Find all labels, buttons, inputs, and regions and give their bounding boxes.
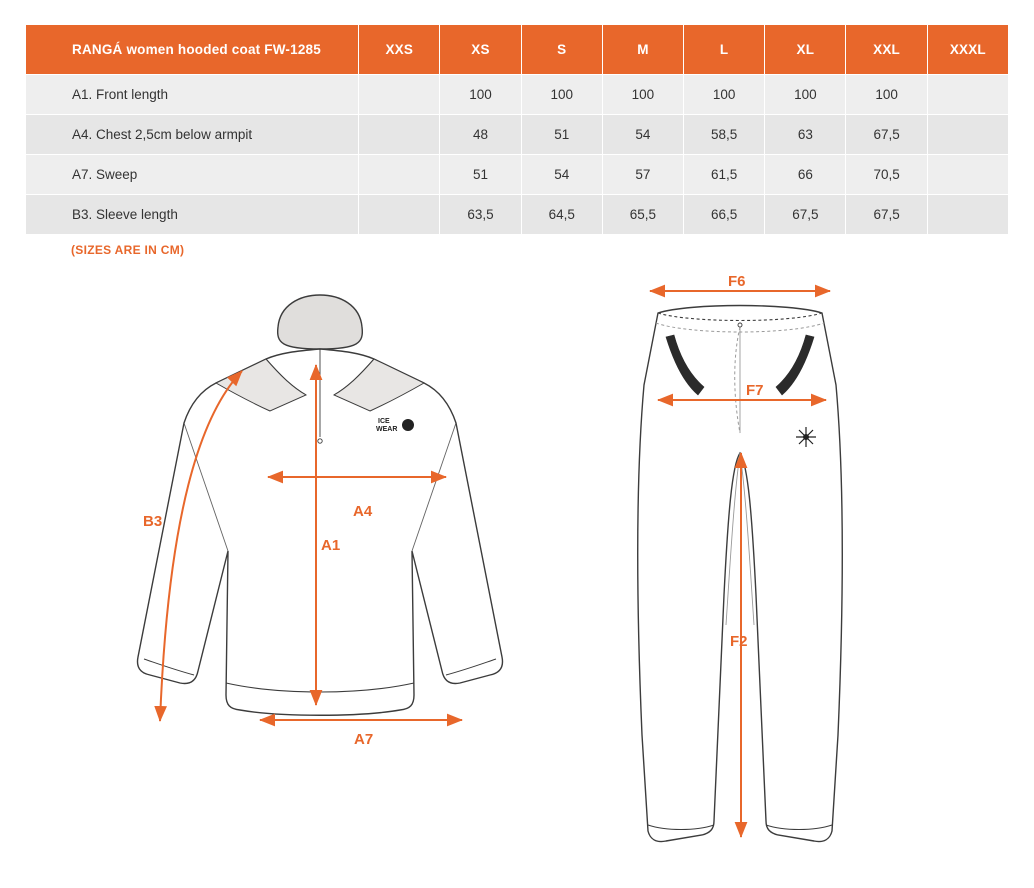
jacket-dimension-label-a4: A4 bbox=[353, 503, 373, 520]
column-header-m: M bbox=[602, 25, 683, 75]
cell-value: 51 bbox=[521, 115, 602, 155]
cell-value: 100 bbox=[684, 75, 765, 115]
cell-value: 63,5 bbox=[440, 195, 521, 235]
pants-figure bbox=[600, 265, 900, 870]
size-chart-table-container bbox=[25, 24, 1009, 235]
column-header-xs: XS bbox=[440, 25, 521, 75]
jacket-figure bbox=[120, 265, 580, 800]
units-note: (SIZES ARE IN CM) bbox=[71, 243, 185, 257]
jacket-dimension-label-b3: B3 bbox=[143, 513, 163, 530]
cell-value bbox=[927, 155, 1008, 195]
table-row bbox=[26, 155, 1009, 195]
cell-value: 100 bbox=[440, 75, 521, 115]
row-label: B3. Sleeve length bbox=[26, 195, 359, 235]
row-label: A1. Front length bbox=[26, 75, 359, 115]
cell-value: 66,5 bbox=[684, 195, 765, 235]
cell-value: 100 bbox=[602, 75, 683, 115]
cell-value bbox=[359, 155, 440, 195]
jacket-svg bbox=[120, 265, 580, 795]
cell-value: 100 bbox=[765, 75, 846, 115]
cell-value bbox=[359, 75, 440, 115]
cell-value bbox=[927, 195, 1008, 235]
column-header-s: S bbox=[521, 25, 602, 75]
cell-value bbox=[359, 195, 440, 235]
column-header-xxs: XXS bbox=[359, 25, 440, 75]
cell-value bbox=[927, 75, 1008, 115]
cell-value: 64,5 bbox=[521, 195, 602, 235]
brand-logo-mark bbox=[402, 419, 414, 431]
jacket-outline bbox=[138, 295, 503, 715]
cell-value: 67,5 bbox=[846, 115, 927, 155]
cell-value: 100 bbox=[846, 75, 927, 115]
table-row bbox=[26, 75, 1009, 115]
cell-value: 100 bbox=[521, 75, 602, 115]
brand-logo-line1: ICE bbox=[378, 418, 390, 425]
row-label: A7. Sweep bbox=[26, 155, 359, 195]
table-header-row bbox=[26, 25, 1009, 75]
brand-logo-line2: WEAR bbox=[376, 426, 398, 433]
size-chart-table bbox=[25, 24, 1009, 235]
technical-drawings bbox=[0, 265, 1034, 885]
table-row bbox=[26, 195, 1009, 235]
pants-svg bbox=[600, 265, 900, 865]
cell-value: 67,5 bbox=[846, 195, 927, 235]
table-body bbox=[26, 75, 1009, 235]
cell-value: 48 bbox=[440, 115, 521, 155]
cell-value: 54 bbox=[521, 155, 602, 195]
jacket-dimension-label-a1: A1 bbox=[321, 537, 341, 554]
column-header-l: L bbox=[684, 25, 765, 75]
snowflake-icon bbox=[796, 427, 816, 447]
cell-value: 54 bbox=[602, 115, 683, 155]
cell-value bbox=[927, 115, 1008, 155]
pants-dimension-label-f2: F2 bbox=[730, 633, 748, 650]
cell-value: 63 bbox=[765, 115, 846, 155]
cell-value bbox=[359, 115, 440, 155]
cell-value: 70,5 bbox=[846, 155, 927, 195]
table-row bbox=[26, 115, 1009, 155]
cell-value: 51 bbox=[440, 155, 521, 195]
column-header-xl: XL bbox=[765, 25, 846, 75]
cell-value: 58,5 bbox=[684, 115, 765, 155]
cell-value: 65,5 bbox=[602, 195, 683, 235]
cell-value: 66 bbox=[765, 155, 846, 195]
cell-value: 67,5 bbox=[765, 195, 846, 235]
cell-value: 57 bbox=[602, 155, 683, 195]
row-label: A4. Chest 2,5cm below armpit bbox=[26, 115, 359, 155]
pants-dimension-label-f7: F7 bbox=[746, 382, 764, 399]
column-header-xxl: XXL bbox=[846, 25, 927, 75]
pants-dimension-label-f6: F6 bbox=[728, 273, 746, 290]
table-header bbox=[26, 25, 1009, 75]
table-title-cell: RANGÁ women hooded coat FW-1285 bbox=[26, 25, 359, 75]
jacket-dimension-label-a7: A7 bbox=[354, 731, 374, 748]
column-header-xxxl: XXXL bbox=[927, 25, 1008, 75]
cell-value: 61,5 bbox=[684, 155, 765, 195]
